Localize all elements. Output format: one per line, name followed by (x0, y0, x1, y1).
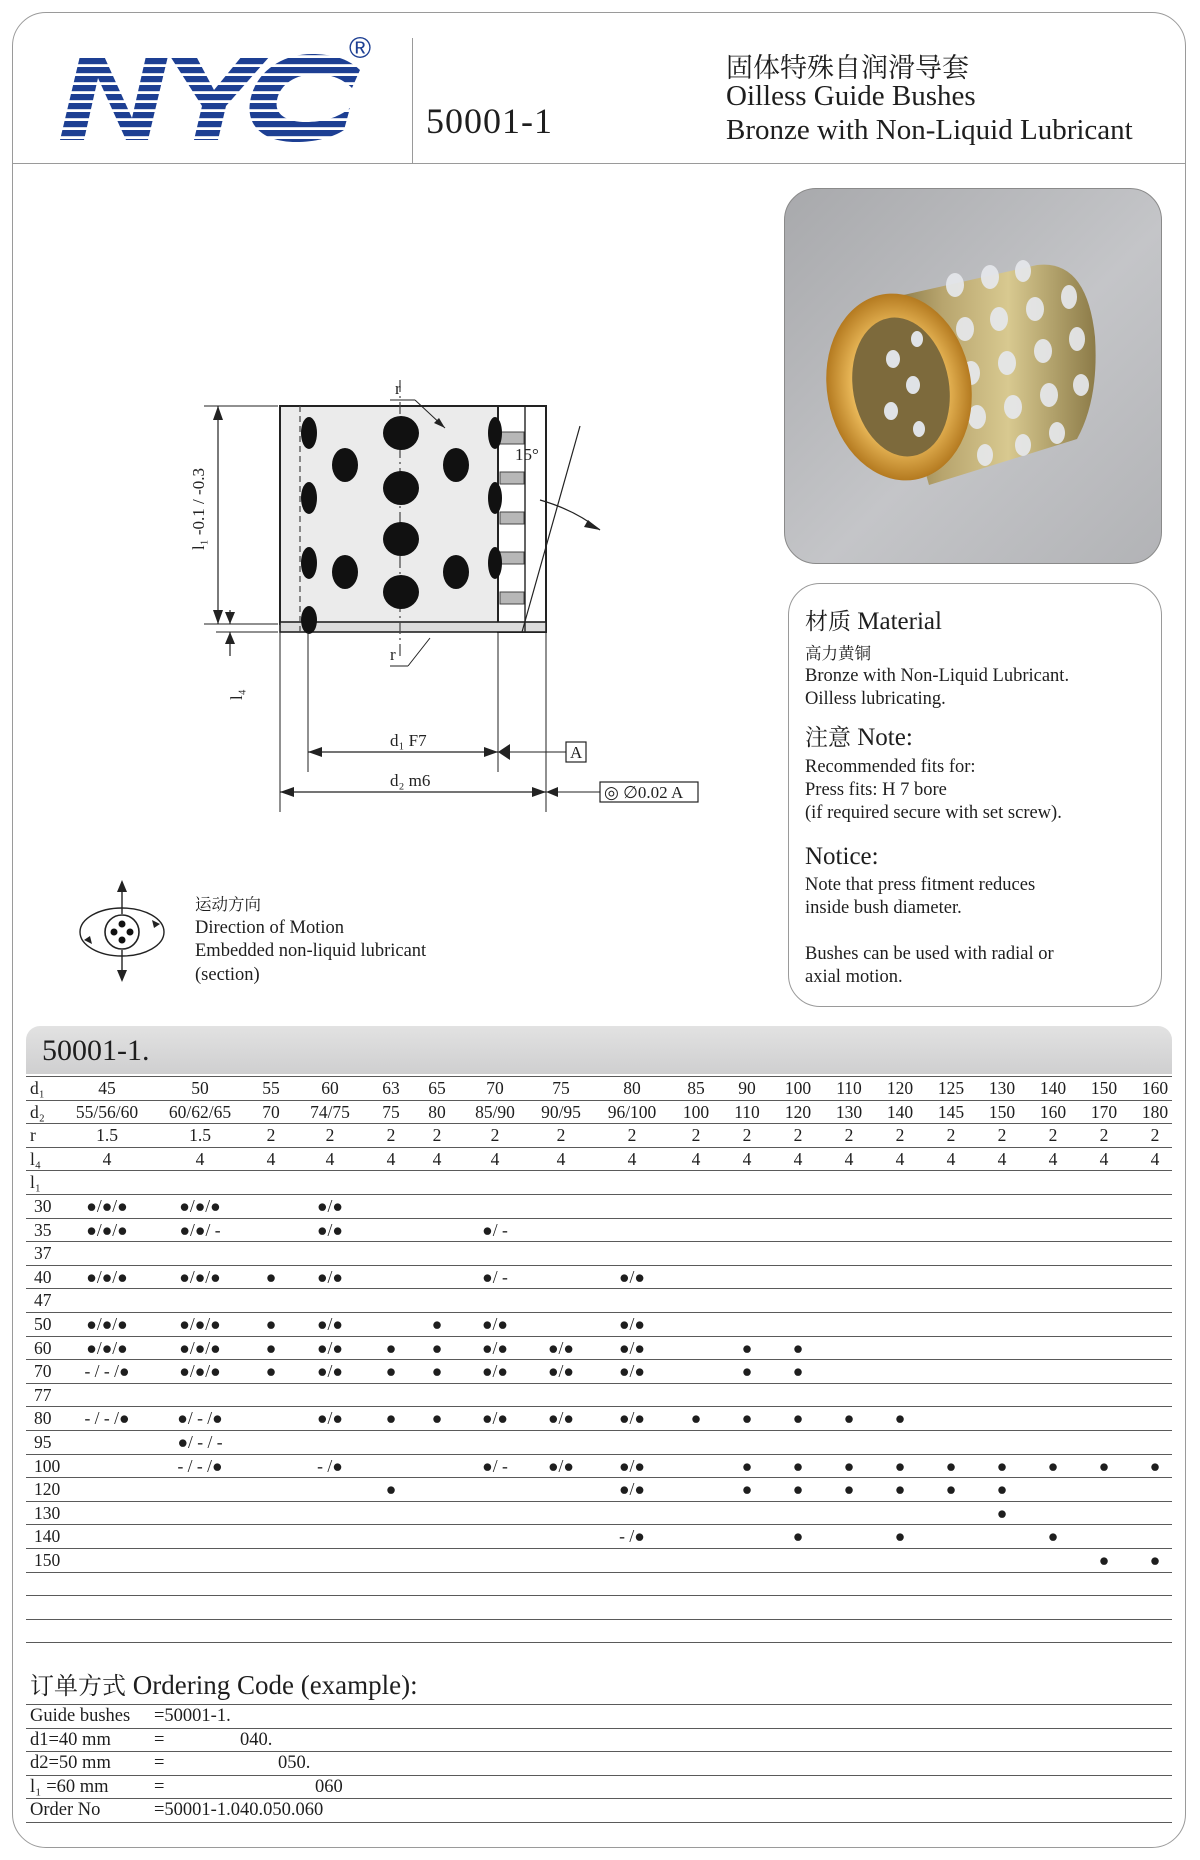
r-cell: 1.5 (189, 1125, 211, 1146)
d1-cell: 110 (836, 1078, 862, 1098)
r-cell: 2 (627, 1125, 637, 1146)
l1-value: 140 (34, 1526, 61, 1547)
availability-mark: ● (265, 1314, 277, 1334)
r-cell: 1.5 (96, 1125, 118, 1146)
ordering-equals: =50001-1. (154, 1706, 231, 1726)
availability-mark: ● (894, 1408, 906, 1429)
table-title-banner (26, 1026, 1172, 1074)
d2-cell: 90/95 (541, 1101, 581, 1122)
d1-cell: 85 (687, 1078, 705, 1098)
table-title: 50001-1. (42, 1034, 150, 1067)
availability-mark: ● (792, 1408, 804, 1429)
d1-cell: 130 (988, 1078, 1016, 1098)
availability-mark: ●/● (618, 1266, 646, 1287)
l1-value: 50 (34, 1314, 52, 1334)
availability-mark: ●/● (618, 1314, 646, 1334)
availability-mark: ● (792, 1526, 804, 1547)
table-rule (26, 1477, 1172, 1478)
l4-cell: 4 (1099, 1148, 1109, 1169)
d2-cell: 74/75 (310, 1101, 350, 1122)
title-cn: 固体特殊自润滑导套 (726, 53, 969, 84)
d1-cell: 60 (321, 1078, 339, 1098)
availability-mark: ● (843, 1408, 855, 1429)
availability-mark: ●/● (547, 1455, 575, 1476)
availability-mark: ●/●/● (86, 1337, 128, 1358)
d2-cell: 96/100 (607, 1101, 657, 1122)
d1-cell: 125 (937, 1078, 965, 1098)
l4-cell: 4 (266, 1148, 276, 1169)
availability-mark: ● (894, 1455, 906, 1476)
l4-cell: 4 (556, 1148, 566, 1169)
d1-cell: 65 (428, 1078, 446, 1098)
l4-cell: 4 (490, 1148, 500, 1169)
l4-cell: 4 (386, 1148, 396, 1169)
l1-value: 60 (34, 1337, 52, 1358)
d2-cell: 80 (428, 1101, 446, 1122)
availability-mark: ● (996, 1479, 1008, 1500)
l1-value: 100 (34, 1455, 61, 1476)
availability-mark: ●/● (547, 1337, 575, 1358)
availability-mark: - / - /● (84, 1361, 130, 1382)
availability-mark: ● (431, 1314, 443, 1334)
table-rule (26, 1123, 1172, 1124)
d1-cell: 150 (1090, 1078, 1118, 1098)
d1-cell: 90 (738, 1078, 756, 1098)
d2-cell: 75 (382, 1101, 400, 1122)
l1-value: 70 (34, 1361, 52, 1382)
availability-mark: ●/ - (482, 1266, 508, 1287)
r-cell: 2 (325, 1125, 335, 1146)
d1-dim-label: d₁ F7 (390, 731, 427, 750)
availability-mark: ● (894, 1526, 906, 1547)
l4-cell: 4 (102, 1148, 112, 1169)
concentricity-tolerance: ◎ ∅0.02 A (604, 783, 684, 802)
l1-value: 80 (34, 1408, 52, 1429)
d1-cell: 63 (382, 1078, 400, 1098)
d2-cell: 110 (734, 1101, 760, 1122)
table-rule (26, 1359, 1172, 1360)
l1-dim-label: l₁ -0.1 / -0.3 (189, 468, 208, 550)
availability-mark: ● (894, 1479, 906, 1500)
l4-dim-label: l₄ (227, 689, 246, 700)
table-rule (26, 1100, 1172, 1101)
r-cell: 2 (1099, 1125, 1109, 1146)
table-rule (26, 1383, 1172, 1384)
ordering-title: 订单方式 Ordering Code (example): (30, 1670, 418, 1700)
availability-mark: ●/● (618, 1361, 646, 1382)
table-rule (26, 1194, 1172, 1195)
l1-value: 120 (34, 1479, 61, 1500)
availability-mark: ● (741, 1479, 753, 1500)
l1-value: 130 (34, 1502, 61, 1523)
row-label-l1: l₁ (30, 1172, 41, 1193)
table-rule (26, 1454, 1172, 1455)
l4-cell: 4 (793, 1148, 803, 1169)
l1-value: 40 (34, 1266, 52, 1287)
table-rule (26, 1288, 1172, 1289)
d2-cell: 140 (886, 1101, 914, 1122)
availability-mark: ● (1098, 1550, 1110, 1570)
note-line3: (if required secure with set screw). (805, 803, 1062, 823)
availability-mark: ● (265, 1266, 277, 1287)
availability-mark: ●/● (618, 1337, 646, 1358)
r-cell: 2 (997, 1125, 1007, 1146)
availability-mark: - / - /● (177, 1455, 223, 1476)
availability-mark: ● (741, 1408, 753, 1429)
ordering-equals: = (154, 1753, 165, 1774)
r-cell: 2 (742, 1125, 752, 1146)
availability-mark: ●/●/● (179, 1337, 221, 1358)
datum-a-box: A (570, 743, 583, 762)
availability-mark: ●/● (618, 1479, 646, 1500)
l4-cell: 4 (742, 1148, 752, 1169)
availability-mark: ● (792, 1455, 804, 1476)
r-top-label: r (395, 379, 401, 398)
d1-cell: 140 (1039, 1078, 1067, 1098)
l4-cell: 4 (946, 1148, 956, 1169)
ordering-rule (26, 1775, 1172, 1776)
availability-mark: ● (741, 1455, 753, 1476)
r-cell: 2 (1048, 1125, 1058, 1146)
availability-mark: ● (1047, 1526, 1059, 1547)
availability-mark: ●/● (316, 1219, 344, 1240)
availability-mark: ● (1047, 1455, 1059, 1476)
ordering-label: d2=50 mm (30, 1753, 111, 1774)
row-label-l4: l₄ (30, 1148, 41, 1169)
availability-mark: - /● (317, 1455, 343, 1476)
availability-mark: ● (385, 1408, 397, 1429)
availability-mark: ●/● (316, 1408, 344, 1429)
ordering-value: 050. (278, 1753, 311, 1774)
table-rule (26, 1595, 1172, 1596)
notice-line4: axial motion. (805, 967, 903, 987)
availability-mark: ●/● (316, 1361, 344, 1382)
l1-value: 37 (34, 1243, 52, 1264)
motion-line1: Direction of Motion (195, 917, 345, 938)
availability-mark: ● (1149, 1455, 1161, 1476)
availability-mark: ●/● (481, 1314, 509, 1334)
motion-cn: 运动方向 (195, 895, 261, 914)
ordering-value: 040. (240, 1729, 273, 1750)
availability-mark: ●/● (481, 1408, 509, 1429)
availability-mark: ● (945, 1479, 957, 1500)
material-line-cn: 高力黄铜 (805, 644, 871, 663)
availability-mark: ● (265, 1337, 277, 1358)
table-rule (26, 1312, 1172, 1313)
d1-cell: 75 (552, 1078, 570, 1098)
availability-mark: ●/●/ - (179, 1219, 221, 1240)
d1-cell: 55 (262, 1078, 280, 1098)
table-rule (26, 1619, 1172, 1620)
availability-mark: ● (741, 1337, 753, 1358)
ordering-rule (26, 1822, 1172, 1823)
ordering-label: d1=40 mm (30, 1729, 111, 1750)
d2-cell: 170 (1090, 1101, 1118, 1122)
d2-cell: 55/56/60 (75, 1101, 139, 1122)
availability-mark: ●/● (316, 1266, 344, 1287)
availability-mark: ●/● (547, 1408, 575, 1429)
availability-mark: ● (385, 1337, 397, 1358)
availability-mark: ● (1149, 1550, 1161, 1570)
availability-mark: ●/● (618, 1455, 646, 1476)
table-rule (26, 1170, 1172, 1171)
table-rule (26, 1406, 1172, 1407)
r-cell: 2 (946, 1125, 956, 1146)
d2-cell: 150 (988, 1101, 1016, 1122)
d2-cell: 145 (937, 1101, 965, 1122)
availability-mark: ● (792, 1337, 804, 1358)
note-line1: Recommended fits for: (805, 757, 976, 777)
r-cell: 2 (556, 1125, 566, 1146)
motion-line2: Embedded non-liquid lubricant (195, 941, 427, 961)
d1-cell: 120 (886, 1078, 914, 1098)
availability-mark: ●/●/● (86, 1196, 128, 1216)
availability-mark: ● (385, 1479, 397, 1500)
motion-legend (195, 893, 426, 987)
l4-cell: 4 (195, 1148, 205, 1169)
availability-mark: - / - /● (84, 1408, 130, 1429)
r-cell: 2 (895, 1125, 905, 1146)
table-rule (26, 1501, 1172, 1502)
header-divider (12, 163, 1186, 164)
technical-drawing (180, 360, 740, 840)
availability-mark: ● (1098, 1455, 1110, 1476)
motion-direction-icon (74, 878, 170, 984)
table-rule (26, 1548, 1172, 1549)
ordering-equals: = (154, 1776, 165, 1797)
availability-mark: ●/●/● (179, 1314, 221, 1334)
ordering-rule (26, 1728, 1172, 1729)
header-vertical-divider (412, 38, 413, 163)
availability-mark: ●/● (316, 1337, 344, 1358)
l1-value: 30 (34, 1196, 52, 1216)
row-label-d2: d₂ (30, 1101, 45, 1122)
l4-cell: 4 (1048, 1148, 1058, 1169)
notice-line3: Bushes can be used with radial or (805, 944, 1054, 964)
ordering-label: l₁ =60 mm (30, 1776, 109, 1797)
row-label-r: r (30, 1125, 36, 1146)
l4-cell: 4 (432, 1148, 442, 1169)
notice-heading: Notice: (805, 843, 879, 870)
d2-cell: 60/62/65 (168, 1101, 232, 1122)
r-cell: 2 (386, 1125, 396, 1146)
availability-mark: ●/● (618, 1408, 646, 1429)
d2-cell: 160 (1039, 1101, 1067, 1122)
availability-mark: ●/●/● (179, 1196, 221, 1216)
angle-label: 15° (515, 445, 539, 464)
table-rule (26, 1430, 1172, 1431)
availability-mark: ● (385, 1361, 397, 1382)
availability-mark: ● (843, 1455, 855, 1476)
availability-mark: ●/●/● (179, 1266, 221, 1287)
ordering-label: Order No (30, 1800, 101, 1821)
availability-mark: ● (945, 1455, 957, 1476)
table-rule (26, 1524, 1172, 1525)
d2-cell: 100 (682, 1101, 710, 1122)
l4-cell: 4 (627, 1148, 637, 1169)
availability-mark: ● (843, 1479, 855, 1500)
d2-cell: 130 (835, 1101, 863, 1122)
availability-mark: ●/●/● (86, 1314, 128, 1334)
l1-value: 95 (34, 1432, 52, 1452)
d1-cell: 70 (486, 1078, 504, 1098)
d2-dim-label: d₂ m6 (390, 771, 431, 790)
motion-line3: (section) (195, 964, 260, 985)
note-line2: Press fits: H 7 bore (805, 780, 947, 800)
availability-mark: ●/ - /● (177, 1408, 223, 1429)
d1-cell: 45 (98, 1078, 116, 1098)
l4-cell: 4 (895, 1148, 905, 1169)
title-en-line1: Oilless Guide Bushes (726, 80, 976, 112)
availability-mark: ●/● (481, 1361, 509, 1382)
ordering-rule (26, 1751, 1172, 1752)
row-label-d1: d₁ (30, 1078, 45, 1098)
ordering-value: 060 (315, 1776, 343, 1797)
availability-mark: ●/ - (482, 1455, 508, 1476)
table-rule (26, 1147, 1172, 1148)
availability-mark: ● (741, 1361, 753, 1382)
l4-cell: 4 (325, 1148, 335, 1169)
availability-mark: ● (265, 1361, 277, 1382)
availability-mark: ● (690, 1408, 702, 1429)
notice-line1: Note that press fitment reduces (805, 875, 1036, 895)
r-cell: 2 (490, 1125, 500, 1146)
availability-mark: ●/●/● (86, 1219, 128, 1240)
material-line2: Oilless lubricating. (805, 689, 946, 709)
availability-mark: ● (792, 1479, 804, 1500)
table-rule (26, 1241, 1172, 1242)
availability-mark: ●/●/● (86, 1266, 128, 1287)
d1-cell: 100 (784, 1078, 812, 1098)
availability-mark: ● (431, 1337, 443, 1358)
d2-cell: 180 (1141, 1101, 1169, 1122)
ordering-equals: = (154, 1729, 165, 1750)
availability-mark: ●/ - / - (177, 1432, 223, 1452)
l4-cell: 4 (691, 1148, 701, 1169)
l4-cell: 4 (844, 1148, 854, 1169)
registered-mark: ® (349, 32, 372, 65)
r-cell: 2 (432, 1125, 442, 1146)
material-line1: Bronze with Non-Liquid Lubricant. (805, 666, 1070, 686)
r-bottom-label: r (390, 645, 396, 664)
availability-mark: ●/● (481, 1337, 509, 1358)
l1-value: 77 (34, 1384, 52, 1405)
availability-mark: ●/●/● (179, 1361, 221, 1382)
d2-cell: 120 (784, 1101, 812, 1122)
r-cell: 2 (691, 1125, 701, 1146)
l4-cell: 4 (1150, 1148, 1160, 1169)
availability-mark: ● (431, 1361, 443, 1382)
l1-value: 150 (34, 1550, 61, 1570)
table-rule (26, 1265, 1172, 1266)
r-cell: 2 (1150, 1125, 1160, 1146)
table-rule (26, 1642, 1172, 1643)
title-en-line2: Bronze with Non-Liquid Lubricant (726, 114, 1133, 146)
availability-mark: ●/● (316, 1314, 344, 1334)
table-rule (26, 1076, 1172, 1077)
availability-mark: ● (996, 1502, 1008, 1523)
ordering-equals: =50001-1.040.050.060 (154, 1800, 324, 1821)
l1-value: 35 (34, 1219, 52, 1240)
availability-mark: - /● (619, 1526, 645, 1547)
availability-mark: ●/● (316, 1196, 344, 1216)
d1-cell: 80 (623, 1078, 641, 1098)
table-rule (26, 1218, 1172, 1219)
r-cell: 2 (844, 1125, 854, 1146)
l1-value: 47 (34, 1290, 52, 1311)
d1-cell: 50 (191, 1078, 209, 1098)
d2-cell: 85/90 (475, 1101, 515, 1122)
material-heading: 材质 Material (805, 608, 942, 635)
availability-mark: ● (996, 1455, 1008, 1476)
table-rule (26, 1572, 1172, 1573)
model-number: 50001-1 (426, 101, 553, 141)
notice-line2: inside bush diameter. (805, 898, 962, 918)
availability-mark: ●/ - (482, 1219, 508, 1240)
product-photo (784, 188, 1162, 564)
availability-mark: ● (792, 1361, 804, 1382)
availability-mark: ●/● (547, 1361, 575, 1382)
nyc-logo (52, 32, 392, 155)
l4-cell: 4 (997, 1148, 1007, 1169)
note-heading: 注意 Note: (805, 724, 913, 751)
d2-cell: 70 (262, 1101, 280, 1122)
r-cell: 2 (266, 1125, 276, 1146)
ordering-label: Guide bushes (30, 1706, 131, 1726)
chamfer-edge (280, 622, 546, 632)
d1-cell: 160 (1141, 1078, 1169, 1098)
availability-mark: ● (431, 1408, 443, 1429)
r-cell: 2 (793, 1125, 803, 1146)
table-rule (26, 1336, 1172, 1337)
